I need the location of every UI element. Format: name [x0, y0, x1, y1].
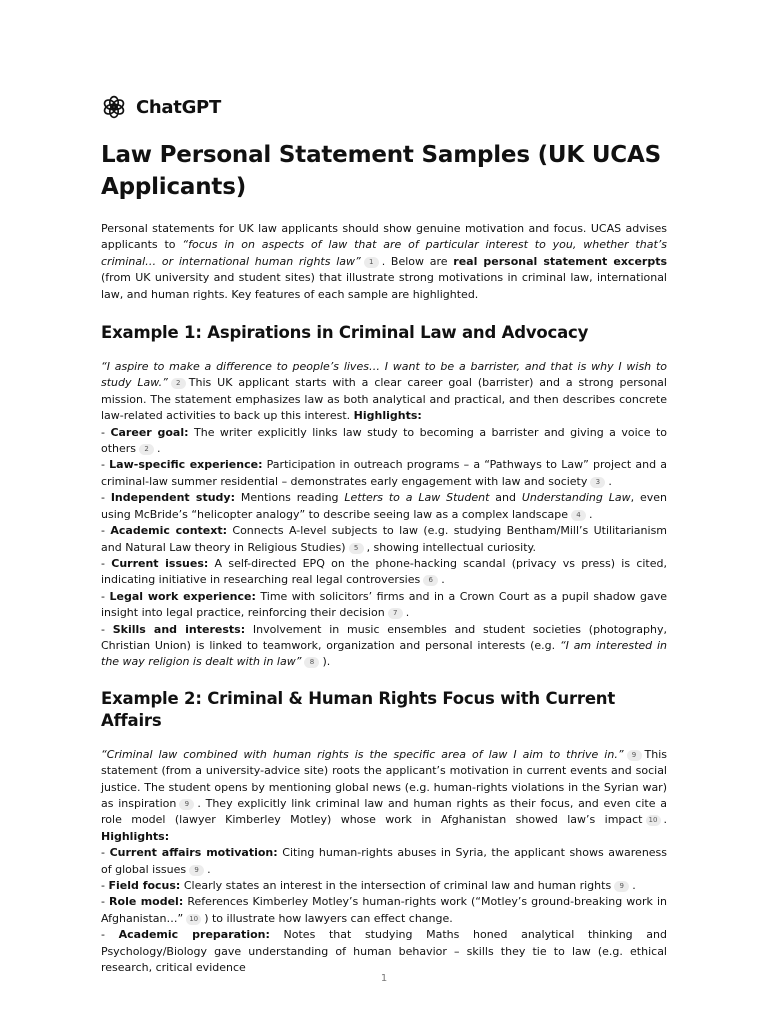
citation-badge[interactable]: 2: [171, 378, 186, 389]
list-item: - Legal work experience: Time with solicitors’ firms and in a Crown Court as a pupil shadow gave insight into legal practice, reinforcing their decision 7 .: [101, 589, 667, 620]
example-1-body: [101, 359, 667, 671]
citation-badge[interactable]: 9: [627, 750, 642, 761]
list-item: - Role model: References Kimberley Motley’s human-rights work (“Motley’s ground-breaking work in Afghanistan…” 10 ) to illustrate how lawyers can effect change.: [101, 895, 667, 925]
citation-badge[interactable]: 9: [614, 881, 629, 892]
citation-badge[interactable]: 8: [304, 657, 319, 668]
example-2-body: [101, 747, 667, 977]
list-item: - Academic preparation: Notes that studying Maths honed analytical thinking and Psychology/Biology gave understanding of human behavior – skills they tie to law (e.g. ethical research, critical evidence: [101, 928, 667, 975]
citation-badge[interactable]: 9: [179, 799, 194, 810]
list-item: - Current affairs motivation: Citing human-rights abuses in Syria, the applicant shows awareness of global issues 9 .: [101, 846, 668, 876]
citation-badge[interactable]: 3: [590, 477, 605, 488]
list-item: - Independent study: Mentions reading Letters to a Law Student and Understanding Law, even using McBride’s “helicopter analogy” to describe seeing law as a complex landscape 4 .: [101, 491, 667, 521]
intro-paragraph: Personal statements for UK law applicants should show genuine motivation and focus. UCAS advises applicants to “focus in on aspects of law that are of particular interest to you, whether that’s criminal… or international human rights law” 1 . Below are real personal statement excerpts (from UK university and student sites) that illustrate strong motivations in criminal law, international law, and human rights. Key features of each sample are highlighted.: [101, 222, 668, 301]
list-item: - Career goal: The writer explicitly links law study to becoming a barrister and giving a voice to others 2 .: [101, 425, 667, 456]
example-2-heading: Example 2: Criminal & Human Rights Focus with Current Affairs: [101, 688, 616, 730]
page-title: Law Personal Statement Samples (UK UCAS Applicants): [101, 142, 661, 200]
brand-name: ChatGPT: [136, 96, 221, 118]
list-item: - Skills and interests: Involvement in music ensembles and student societies (photography, Christian Union) is linked to teamwork, organization and personal interests (e.g. “I am interested in the way religion is dealt with in law” 8 ).: [101, 622, 668, 669]
brand-header: [101, 92, 667, 122]
citation-badge[interactable]: 2: [139, 444, 154, 455]
list-item: - Current issues: A self-directed EPQ on the phone-hacking scandal (privacy vs press) is cited, indicating initiative in researching real legal controversies 6 .: [101, 556, 667, 587]
page-number: 1: [380, 973, 388, 984]
example-1-summary: “I aspire to make a difference to people’s lives… I want to be a barrister, and that is why I wish to study Law.” 2 This UK applicant starts with a clear career goal (barrister) and a strong personal mission. The statement emphasizes law as both analytical and practical, and then describes concrete law-related activities to back up this interest. Highlights:: [101, 360, 667, 423]
citation-badge[interactable]: 1: [364, 257, 379, 268]
ucas-quote: “focus in on aspects of law that are of particular interest to you, whether that’s criminal… or international human rights law”: [101, 238, 667, 268]
document-page: [101, 92, 667, 976]
citation-badge[interactable]: 9: [189, 865, 204, 876]
openai-logo-icon: [101, 94, 127, 120]
list-item: - Law-specific experience: Participation in outreach programs – a “Pathways to Law” project and a criminal-law summer residential – demonstrates early engagement with law and society 3 .: [101, 458, 668, 488]
citation-badge[interactable]: 6: [423, 575, 438, 586]
citation-badge[interactable]: 10: [186, 914, 201, 925]
example-1-heading: Example 1: Aspirations in Criminal Law and Advocacy: [101, 323, 589, 343]
citation-badge[interactable]: 7: [388, 608, 403, 619]
list-item: - Field focus: Clearly states an interest in the intersection of criminal law and human rights 9 .: [101, 879, 636, 892]
citation-badge[interactable]: 4: [571, 510, 586, 521]
list-item: - Academic context: Connects A-level subjects to law (e.g. studying Bentham/Mill’s Utilitarianism and Natural Law theory in Religious Studies) 5 , showing intellectual curiosity.: [101, 524, 668, 554]
example-2-summary: “Criminal law combined with human rights is the specific area of law I aim to thrive in.” 9 This statement (from a university-advice site) roots the applicant’s motivation in current events and social justice. The student opens by mentioning global news (e.g. human-rights violations in the Syrian war) as inspiration 9 . They explicitly link criminal law and human rights as their focus, and even cite a role model (lawyer Kimberley Motley) whose work in Afghanistan showed law’s impact 10 . Highlights:: [101, 747, 667, 843]
citation-badge[interactable]: 10: [646, 815, 661, 826]
citation-badge[interactable]: 5: [349, 543, 364, 554]
